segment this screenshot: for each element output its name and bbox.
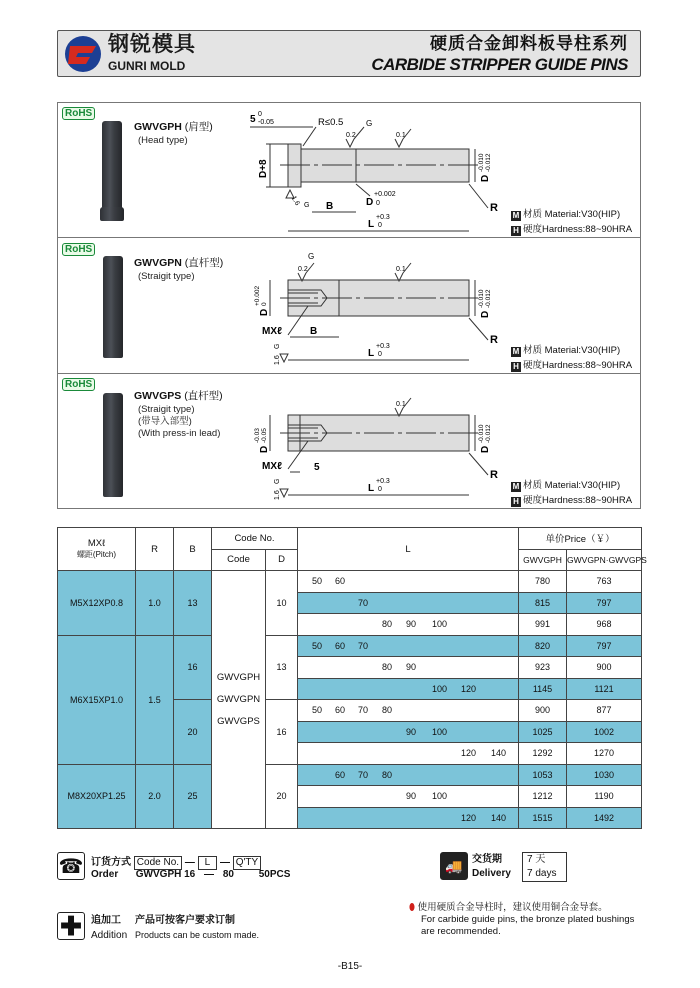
svg-text:B: B (326, 201, 334, 212)
l-value: 50 (312, 576, 323, 586)
price-gwvgph: 1212 (519, 786, 567, 808)
gunri-logo-icon (62, 34, 104, 74)
mxl-cell: M8X20XP1.25 (58, 764, 136, 829)
product-type-en: (Straigit type) (138, 404, 195, 415)
svg-text:R≤0.5: R≤0.5 (318, 117, 344, 128)
svg-text:G: G (308, 252, 315, 261)
b-cell: 20 (174, 700, 212, 765)
l-values-cell (298, 743, 519, 765)
l-value: 60 (335, 705, 346, 715)
material-text: 材质 Material:V30(HIP) (523, 209, 621, 220)
product-type-en: (Head type) (138, 135, 188, 146)
table-row (58, 571, 642, 593)
hardness-text: 硬度Hardness:88~90HRA (523, 224, 633, 235)
order-example-qty: 50PCS (258, 869, 291, 880)
order-box-qty: Q'TY (233, 856, 261, 870)
l-value: 70 (358, 769, 369, 780)
product-type-cn: (肩型) (184, 121, 213, 133)
mxl-cell: M6X15XP1.0 (58, 635, 136, 764)
svg-text:0: 0 (378, 351, 382, 358)
l-value: 100 (432, 726, 448, 737)
col-code-no: Code No. (212, 528, 298, 550)
d-cell: 10 (266, 571, 298, 636)
svg-text:+0.3: +0.3 (376, 214, 390, 221)
product-code: GWVGPH (134, 121, 182, 133)
gwvgph-drawing (238, 108, 508, 236)
delivery-label-cn: 交货期 (472, 854, 502, 865)
svg-text:0: 0 (378, 222, 382, 229)
col-code: Code (212, 549, 266, 571)
svg-text:D+8: D+8 (258, 159, 269, 178)
b-cell: 13 (174, 571, 212, 636)
product-type-lead-cn: (带导入部型) (138, 416, 192, 427)
gwvgps-drawing (238, 379, 508, 504)
svg-text:0: 0 (258, 111, 262, 118)
price-gwvgpn-gwvgps: 797 (567, 635, 642, 657)
product-type-lead-en: (With press-in lead) (138, 428, 221, 439)
product-panel (57, 102, 641, 509)
product-gwvgpn (58, 239, 640, 374)
delivery-label-en: Delivery (472, 868, 511, 879)
brand-name-cn: 钢锐模具 (108, 33, 196, 56)
d-cell: 16 (266, 700, 298, 765)
svg-text:+0.3: +0.3 (376, 478, 390, 485)
svg-text:-0.05: -0.05 (261, 428, 268, 443)
l-value: 60 (335, 769, 346, 780)
l-values-cell (298, 764, 519, 786)
mxl-cell: M5X12XP0.8 (58, 571, 136, 636)
svg-text:0.2: 0.2 (346, 132, 356, 139)
svg-text:-0.010: -0.010 (478, 153, 485, 172)
price-gwvgph: 1025 (519, 721, 567, 743)
col-mxl-label: MXℓ (87, 538, 106, 549)
material-text: 材质 Material:V30(HIP) (523, 345, 621, 356)
price-gwvgph: 1515 (519, 807, 567, 829)
note (409, 902, 634, 938)
order-example-code: GWVGPH 16 (135, 869, 196, 880)
note-cn: 使用硬质合金导柱时，建议使用铜合金导套。 (417, 902, 608, 913)
l-value: 90 (406, 791, 417, 801)
l-value: 70 (358, 640, 369, 651)
l-values-cell (298, 571, 519, 593)
code-value: GWVGPH (216, 671, 261, 683)
svg-text:0.1: 0.1 (396, 266, 406, 273)
plus-icon: ✚ (57, 912, 85, 940)
svg-text:B: B (310, 326, 318, 337)
addition-label-cn: 追加工 (91, 915, 121, 926)
price-table (57, 527, 647, 829)
table-row (58, 635, 642, 657)
price-gwvgpn-gwvgps: 1121 (567, 678, 642, 700)
l-value: 50 (312, 705, 323, 715)
svg-text:D: D (259, 445, 270, 453)
svg-text:L: L (368, 483, 375, 494)
svg-text:1.6: 1.6 (274, 355, 281, 365)
addition-label-en: Addition (91, 930, 128, 941)
delivery-days-en: 7 days (527, 868, 557, 879)
svg-text:L: L (368, 219, 375, 230)
col-price-other: GWVGPN·GWVGPS (567, 549, 642, 571)
svg-text:MXℓ: MXℓ (262, 326, 282, 337)
price-gwvgph: 923 (519, 657, 567, 679)
price-gwvgpn-gwvgps: 1002 (567, 721, 642, 743)
price-gwvgpn-gwvgps: 763 (567, 571, 642, 593)
svg-text:D: D (480, 174, 491, 182)
product-code: GWVGPS (134, 390, 182, 402)
svg-text:+0.002: +0.002 (374, 191, 396, 198)
order-example-l: 80 (222, 869, 234, 880)
l-value: 80 (382, 769, 393, 780)
product-gwvgps (58, 374, 640, 509)
rohs-badge: RoHS (62, 243, 95, 256)
l-value: 140 (491, 748, 507, 758)
svg-text:L: L (368, 348, 375, 359)
svg-text:R: R (490, 334, 498, 346)
svg-text:D: D (259, 308, 270, 316)
l-value: 50 (312, 640, 323, 651)
col-l: L (298, 528, 519, 571)
price-gwvgph: 820 (519, 635, 567, 657)
svg-text:5: 5 (250, 114, 256, 125)
l-value: 120 (461, 812, 477, 823)
price-gwvgph: 815 (519, 592, 567, 614)
l-value: 120 (461, 683, 477, 694)
l-value: 90 (406, 726, 417, 737)
delivery-days-cn: 7 天 (527, 854, 546, 865)
l-value: 100 (432, 619, 448, 629)
pin-photo (102, 121, 122, 209)
product-code: GWVGPN (134, 257, 182, 269)
product-type-cn: (直杆型) (184, 257, 224, 269)
l-value: 80 (382, 662, 393, 672)
brand-name-en: GUNRI MOLD (108, 59, 186, 73)
order-dash: — (184, 857, 195, 868)
price-gwvgpn-gwvgps: 797 (567, 592, 642, 614)
svg-text:0: 0 (376, 200, 380, 207)
svg-text:0: 0 (261, 302, 268, 306)
hardness-text: 硬度Hardness:88~90HRA (523, 495, 633, 506)
l-value: 60 (335, 576, 346, 586)
price-gwvgpn-gwvgps: 1492 (567, 807, 642, 829)
order-dash: — (219, 857, 230, 868)
price-gwvgpn-gwvgps: 1030 (567, 764, 642, 786)
code-cell (212, 571, 266, 829)
svg-text:MXℓ: MXℓ (262, 461, 282, 472)
hardness-icon: H (511, 226, 521, 236)
svg-text:-0.012: -0.012 (485, 424, 492, 443)
col-d: D (266, 549, 298, 571)
l-value: 100 (432, 683, 448, 694)
truck-icon: 🚚 (440, 852, 468, 880)
svg-text:G: G (366, 119, 373, 128)
addition-text-en: Products can be custom made. (135, 930, 260, 940)
page-header (57, 30, 641, 77)
price-gwvgph: 900 (519, 700, 567, 722)
page-title-cn: 硬质合金卸料板导柱系列 (430, 34, 628, 53)
price-gwvgph: 1053 (519, 764, 567, 786)
d-cell: 20 (266, 764, 298, 829)
svg-text:-0.010: -0.010 (478, 289, 485, 308)
l-value: 120 (461, 748, 477, 758)
code-value: GWVGPS (217, 715, 260, 727)
l-values-cell (298, 678, 519, 700)
col-price-gwvgph: GWVGPH (519, 549, 567, 571)
svg-text:D: D (480, 445, 491, 453)
product-gwvgph (58, 103, 640, 238)
note-en-2: are recommended. (421, 926, 501, 937)
rohs-badge: RoHS (62, 378, 95, 391)
price-gwvgpn-gwvgps: 968 (567, 614, 642, 636)
col-pitch-label: 螺距(Pitch) (76, 550, 117, 559)
svg-text:D: D (480, 310, 491, 318)
r-cell: 2.0 (136, 764, 174, 829)
l-value: 140 (491, 812, 507, 823)
pin-photo (103, 393, 123, 497)
svg-text:0.1: 0.1 (396, 132, 406, 139)
svg-text:G: G (274, 478, 281, 484)
r-cell: 1.0 (136, 571, 174, 636)
price-gwvgpn-gwvgps: 900 (567, 657, 642, 679)
hardness-icon: H (511, 497, 521, 507)
pin-photo (103, 256, 123, 358)
l-value: 80 (382, 705, 393, 715)
order-box-code: Code No. (134, 856, 182, 870)
col-price: 单价Price（￥） (519, 528, 642, 550)
product-type-cn: (直杆型) (184, 390, 223, 402)
order-example-dash: — (204, 869, 215, 880)
svg-text:-0.03: -0.03 (254, 428, 261, 443)
price-gwvgpn-gwvgps: 1270 (567, 743, 642, 765)
price-gwvgpn-gwvgps: 877 (567, 700, 642, 722)
order-label-en: Order (91, 869, 119, 880)
phone-icon: ☎ (57, 852, 85, 880)
svg-text:-0.012: -0.012 (485, 153, 492, 172)
code-value: GWVGPN (216, 693, 261, 705)
note-en-1: For carbide guide pins, the bronze plated bushings (421, 914, 635, 925)
svg-text:R: R (490, 469, 498, 481)
svg-text:5: 5 (314, 462, 320, 473)
material-icon: M (512, 482, 520, 491)
b-cell: 25 (174, 764, 212, 829)
svg-text:0: 0 (378, 486, 382, 493)
hardness-text: 硬度Hardness:88~90HRA (523, 360, 633, 371)
l-value: 90 (406, 662, 417, 672)
l-value: 70 (358, 597, 369, 608)
page-number: -B15- (337, 961, 363, 972)
table-row (58, 764, 642, 786)
svg-text:1.6: 1.6 (289, 195, 301, 207)
price-gwvgph: 1292 (519, 743, 567, 765)
price-gwvgph: 780 (519, 571, 567, 593)
l-values-cell (298, 807, 519, 829)
l-values-cell (298, 700, 519, 722)
warning-icon: ⬮ (409, 902, 415, 913)
d-cell: 13 (266, 635, 298, 700)
r-cell: 1.5 (136, 635, 174, 764)
l-value: 70 (358, 705, 369, 715)
svg-text:-0.05: -0.05 (258, 119, 274, 126)
l-values-cell (298, 614, 519, 636)
order-box-l: L (198, 856, 218, 870)
rohs-badge: RoHS (62, 107, 95, 120)
svg-text:-0.012: -0.012 (485, 289, 492, 308)
svg-text:+0.3: +0.3 (376, 343, 390, 350)
product-type-en: (Straigit type) (138, 271, 195, 282)
addition-text-cn: 产品可按客户要求订制 (135, 915, 235, 926)
l-value: 80 (382, 619, 393, 629)
svg-text:D: D (366, 197, 374, 208)
col-mxl (58, 528, 136, 571)
l-values-cell (298, 592, 519, 614)
price-gwvgph: 991 (519, 614, 567, 636)
hardness-icon: H (511, 362, 521, 372)
col-b: B (174, 528, 212, 571)
l-values-cell (298, 786, 519, 808)
svg-text:0.1: 0.1 (396, 401, 406, 408)
pin-head-photo (100, 207, 124, 221)
svg-text:R: R (490, 202, 498, 214)
price-gwvgpn-gwvgps: 1190 (567, 786, 642, 808)
svg-text:+0.002: +0.002 (254, 285, 261, 306)
svg-text:G: G (274, 343, 281, 349)
col-r: R (136, 528, 174, 571)
order-label-cn: 订货方式 (91, 857, 131, 868)
material-text: 材质 Material:V30(HIP) (523, 480, 621, 491)
material-icon: M (512, 347, 520, 356)
l-values-cell (298, 657, 519, 679)
l-values-cell (298, 721, 519, 743)
svg-text:0.2: 0.2 (298, 266, 308, 273)
l-values-cell (298, 635, 519, 657)
page-title-en: CARBIDE STRIPPER GUIDE PINS (371, 55, 628, 74)
svg-text:-0.010: -0.010 (478, 424, 485, 443)
l-value: 90 (406, 619, 417, 629)
price-gwvgph: 1145 (519, 678, 567, 700)
gwvgpn-drawing (238, 244, 508, 369)
svg-text:G: G (304, 202, 310, 209)
l-value: 100 (432, 791, 448, 801)
b-cell: 16 (174, 635, 212, 700)
material-icon: M (512, 211, 520, 220)
l-value: 60 (335, 640, 346, 651)
svg-text:1.6: 1.6 (274, 490, 281, 500)
